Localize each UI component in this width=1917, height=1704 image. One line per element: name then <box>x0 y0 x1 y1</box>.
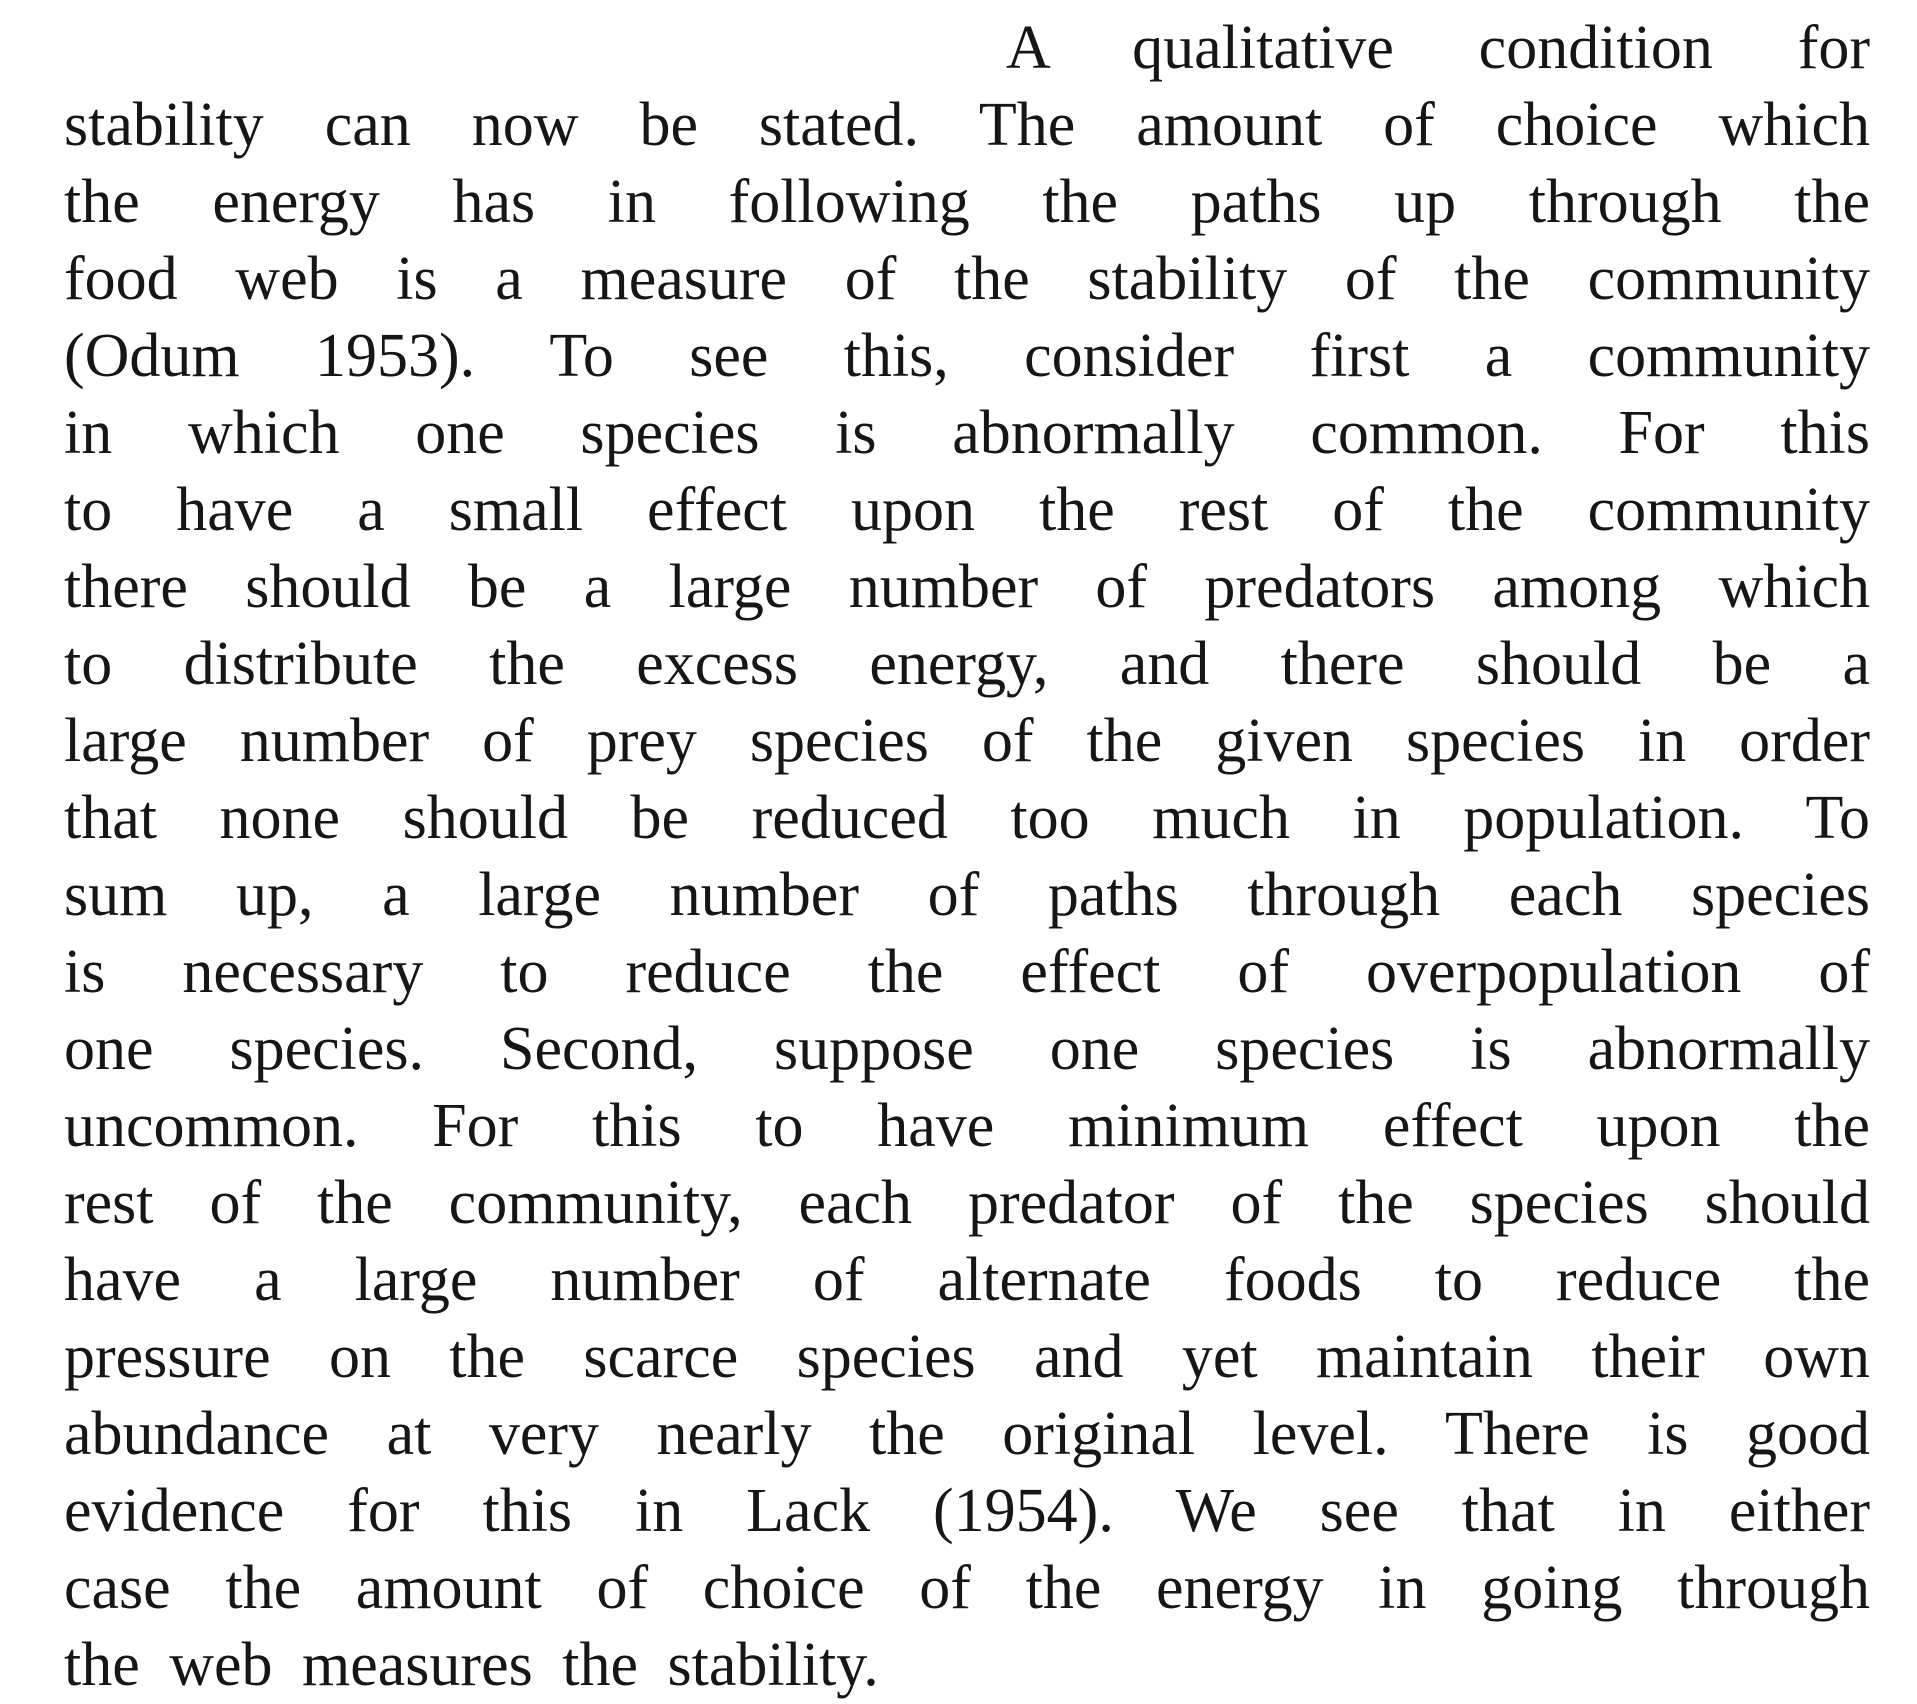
paragraph-line: in which one species is abnormally common. For this <box>64 399 1870 467</box>
paragraph-line: to have a small effect upon the rest of the community <box>64 476 1870 544</box>
paragraph-line: rest of the community, each predator of the species should <box>64 1169 1870 1237</box>
paragraph-line: food web is a measure of the stability of the community <box>64 245 1870 313</box>
body-paragraph <box>64 10 1870 1704</box>
paragraph-line: there should be a large number of predators among which <box>64 553 1870 621</box>
paragraph-line: the web measures the stability. <box>64 1631 879 1699</box>
paragraph-line: large number of prey species of the given species in order <box>64 707 1870 775</box>
paragraph-line: have a large number of alternate foods to reduce the <box>64 1246 1870 1314</box>
paragraph-line: one species. Second, suppose one species is abnormally <box>64 1015 1870 1083</box>
paragraph-line: evidence for this in Lack (1954). We see that in either <box>64 1477 1870 1545</box>
paragraph-line: (Odum 1953). To see this, consider first a community <box>64 322 1870 390</box>
paragraph-line: to distribute the excess energy, and there should be a <box>64 630 1870 698</box>
paragraph-line: pressure on the scarce species and yet maintain their own <box>64 1323 1870 1391</box>
paragraph-line: case the amount of choice of the energy in going through <box>64 1554 1870 1622</box>
paragraph-line: that none should be reduced too much in population. To <box>64 784 1870 852</box>
paragraph-line: A qualitative condition for <box>1006 14 1870 82</box>
paragraph-line: stability can now be stated. The amount of choice which <box>64 91 1870 159</box>
paragraph-line: the energy has in following the paths up through the <box>64 168 1870 236</box>
paragraph-line: is necessary to reduce the effect of overpopulation of <box>64 938 1870 1006</box>
paragraph-line: uncommon. For this to have minimum effect upon the <box>64 1092 1870 1160</box>
paragraph-line: sum up, a large number of paths through each species <box>64 861 1870 929</box>
paragraph-line: abundance at very nearly the original level. There is good <box>64 1400 1870 1468</box>
